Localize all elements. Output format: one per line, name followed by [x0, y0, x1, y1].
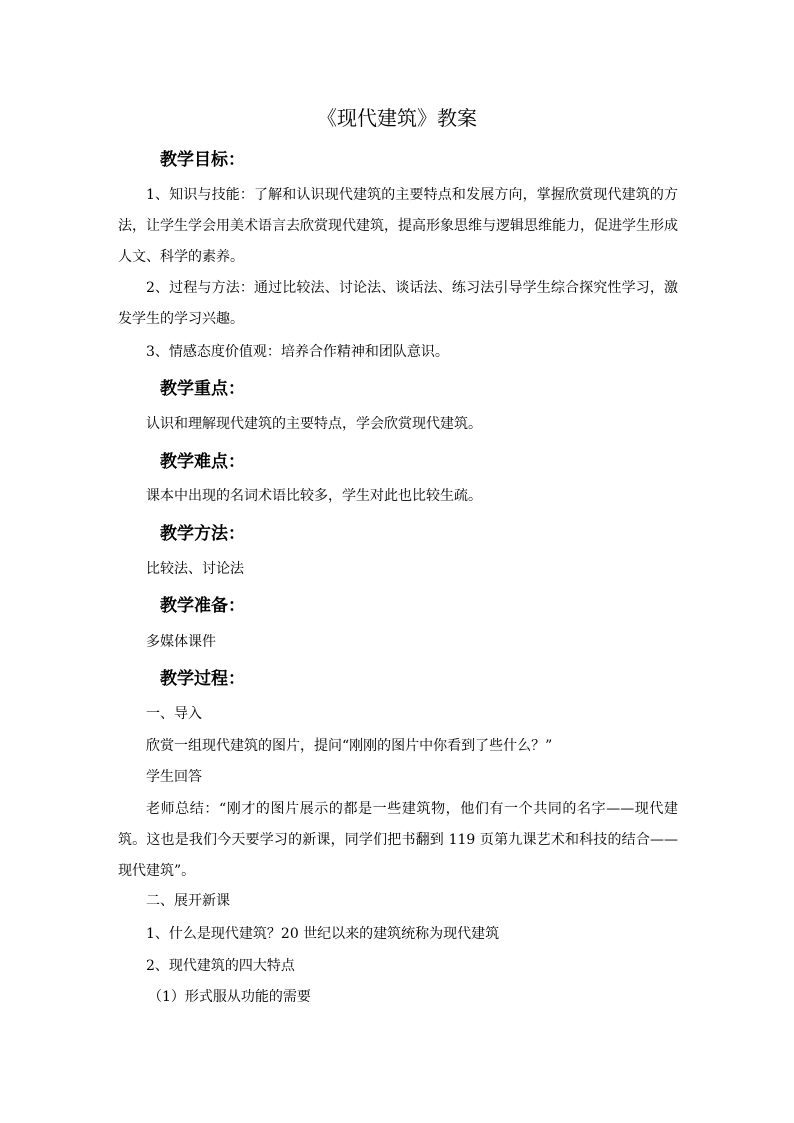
step-2-title: 二、展开新课 — [146, 893, 230, 909]
objectives-heading: 教学目标： — [160, 150, 245, 170]
difficulty-heading: 教学难点： — [160, 452, 245, 472]
step-2-b: 2、现代建筑的四大特点 — [146, 958, 295, 974]
step-2-c: （1）形式服从功能的需要 — [148, 989, 311, 1005]
page-title: 《现代建筑》教案 — [317, 106, 477, 130]
key-points-text: 认识和理解现代建筑的主要特点，学会欣赏现代建筑。 — [146, 416, 482, 432]
process-heading: 教学过程： — [160, 669, 245, 689]
preparation-heading: 教学准备： — [160, 596, 245, 616]
step-1-title: 一、导入 — [146, 706, 202, 722]
difficulty-text: 课本中出现的名词术语比较多，学生对此也比较生疏。 — [146, 488, 482, 504]
method-heading: 教学方法： — [160, 524, 245, 544]
method-text: 比较法、讨论法 — [146, 561, 244, 577]
objective-2: 2、过程与方法：通过比较法、讨论法、谈话法、练习法引导学生综合探究性学习，激发学生的学习兴趣。 — [118, 280, 678, 327]
key-points-heading: 教学重点： — [160, 379, 245, 399]
step-1-b: 学生回答 — [146, 769, 202, 785]
objective-3: 3、情感态度价值观：培养合作精神和团队意识。 — [146, 344, 449, 360]
step-1-c: 老师总结：“刚才的图片展示的都是一些建筑物，他们有一个共同的名字——现代建筑。这也是我们今天要学习的新课，同学们把书翻到 119 页第九课艺术和科技的结合——现代建筑”。 — [118, 801, 678, 879]
step-1-a: 欣赏一组现代建筑的图片，提问“刚刚的图片中你看到了些什么？” — [146, 738, 553, 754]
preparation-text: 多媒体课件 — [146, 634, 216, 650]
step-2-a: 1、什么是现代建筑？20 世纪以来的建筑统称为现代建筑 — [146, 926, 500, 942]
objective-1: 1、知识与技能：了解和认识现代建筑的主要特点和发展方向，掌握欣赏现代建筑的方法，让学生学会用美术语言去欣赏现代建筑，提高形象思维与逻辑思维能力，促进学生形成人文、科学的素养。 — [118, 187, 678, 265]
